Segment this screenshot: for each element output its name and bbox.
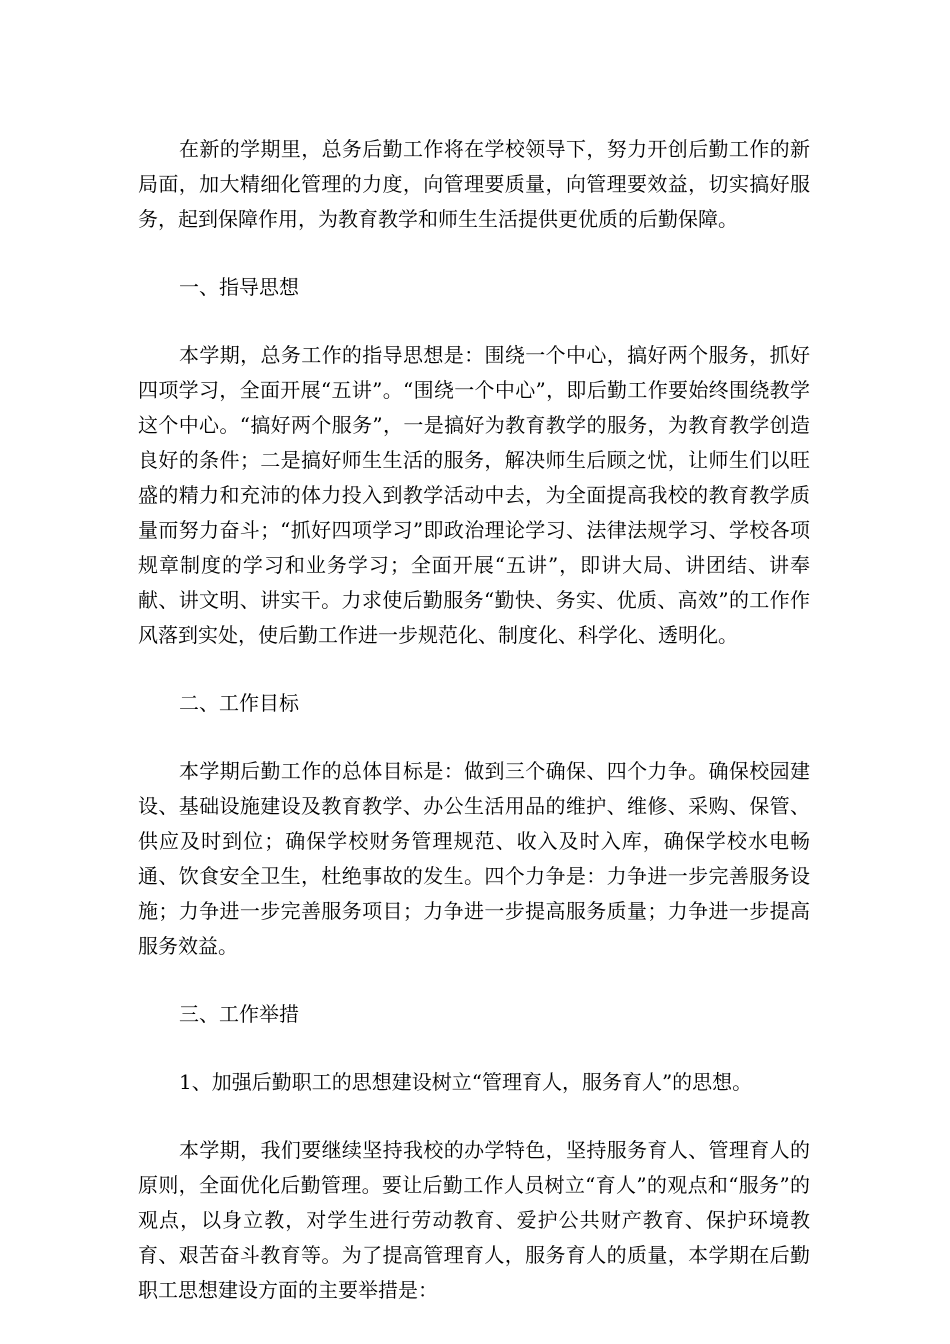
document-body xyxy=(138,132,810,1341)
section-heading-guiding-ideology: 一、指导思想 xyxy=(179,275,299,299)
work-goals-paragraph: 本学期后勤工作的总体目标是：做到三个确保、四个力争。确保校园建设、基础设施建设及教育教学、办公生活用品的维护、维修、采购、保管、供应及时到位；确保学校财务管理规范、收入及时入库，确保学校水电畅通、饮食安全卫生，杜绝事故的发生。四个力争是：力争进一步完善服务设施；力争进一步完善服务项目；力争进一步提高服务质量；力争进一步提高服务效益。 xyxy=(138,759,810,958)
subsection-heading-1: 1、加强后勤职工的思想建设树立“管理育人，服务育人”的思想。 xyxy=(179,1070,753,1094)
measures-paragraph: 本学期，我们要继续坚持我校的办学特色，坚持服务育人、管理育人的原则，全面优化后勤管理。要让后勤工作人员树立“育人”的观点和“服务”的观点，以身立教，对学生进行劳动教育、爱护公共财产教育、保护环境教育、艰苦奋斗教育等。为了提高管理育人，服务育人的质量，本学期在后勤职工思想建设方面的主要举措是： xyxy=(138,1138,810,1302)
intro-paragraph: 在新的学期里，总务后勤工作将在学校领导下，努力开创后勤工作的新局面，加大精细化管理的力度，向管理要质量，向管理要效益，切实搞好服务，起到保障作用，为教育教学和师生生活提供更优质的后勤保障。 xyxy=(138,137,810,231)
section-heading-work-goals: 二、工作目标 xyxy=(179,691,299,715)
guiding-ideology-paragraph: 本学期，总务工作的指导思想是：围绕一个中心，搞好两个服务，抓好四项学习，全面开展“五讲”。“围绕一个中心”，即后勤工作要始终围绕教学这个中心。“搞好两个服务”，一是搞好为教育教学的服务，为教育教学创造良好的条件；二是搞好师生生活的服务，解决师生后顾之忧，让师生们以旺盛的精力和充沛的体力投入到教学活动中去，为全面提高我校的教育教学质量而努力奋斗；“抓好四项学习”即政治理论学习、法律法规学习、学校各项规章制度的学习和业务学习；全面开展“五讲”，即讲大局、讲团结、讲奉献、讲文明、讲实干。力求使后勤服务“勤快、务实、优质、高效”的工作作风落到实处，使后勤工作进一步规范化、制度化、科学化、透明化。 xyxy=(138,343,810,647)
section-heading-work-measures: 三、工作举措 xyxy=(179,1002,299,1026)
